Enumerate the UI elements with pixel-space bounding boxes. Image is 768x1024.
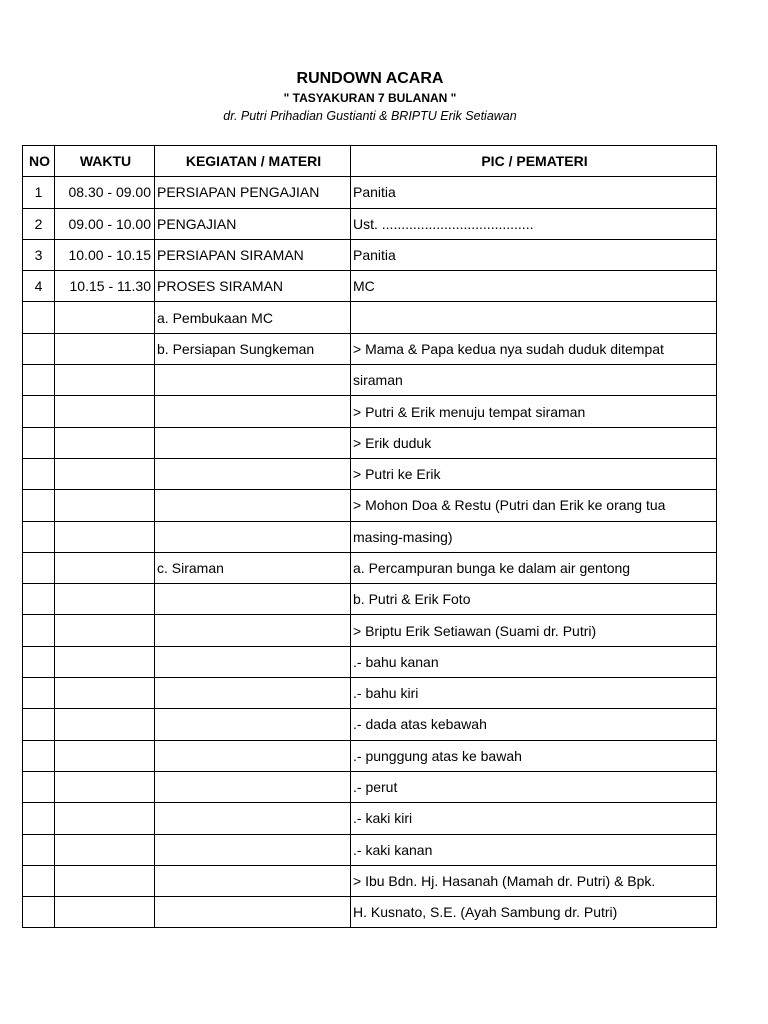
- cell-kegiatan: [155, 396, 351, 427]
- cell-waktu: [55, 427, 155, 458]
- cell-no: [23, 709, 55, 740]
- cell-pic: Panitia: [351, 239, 717, 270]
- cell-no: [23, 865, 55, 896]
- table-row: [23, 771, 717, 802]
- cell-pic: b. Putri & Erik Foto: [351, 584, 717, 615]
- cell-kegiatan: [155, 897, 351, 928]
- cell-waktu: [55, 302, 155, 333]
- cell-kegiatan: [155, 427, 351, 458]
- cell-no: [23, 521, 55, 552]
- cell-kegiatan: [155, 865, 351, 896]
- cell-kegiatan: PERSIAPAN SIRAMAN: [155, 239, 351, 270]
- cell-kegiatan: a. Pembukaan MC: [155, 302, 351, 333]
- cell-waktu: [55, 771, 155, 802]
- cell-no: [23, 584, 55, 615]
- table-row: [23, 865, 717, 896]
- cell-waktu: [55, 865, 155, 896]
- cell-pic: .- bahu kiri: [351, 678, 717, 709]
- cell-waktu: [55, 396, 155, 427]
- cell-pic: MC: [351, 271, 717, 302]
- couple-names: dr. Putri Prihadian Gustianti & BRIPTU Erik Setiawan: [223, 109, 517, 123]
- column-header-waktu: WAKTU: [55, 146, 155, 177]
- cell-kegiatan: [155, 584, 351, 615]
- cell-no: [23, 646, 55, 677]
- cell-waktu: [55, 709, 155, 740]
- cell-kegiatan: [155, 678, 351, 709]
- table-row: [23, 458, 717, 489]
- cell-no: [23, 897, 55, 928]
- cell-waktu: [55, 490, 155, 521]
- cell-kegiatan: [155, 740, 351, 771]
- cell-kegiatan: PENGAJIAN: [155, 208, 351, 239]
- table-row: [23, 834, 717, 865]
- cell-kegiatan: [155, 615, 351, 646]
- cell-waktu: 10.15 - 11.30: [55, 271, 155, 302]
- cell-pic: masing-masing): [351, 521, 717, 552]
- table-row: [23, 521, 717, 552]
- table-row: [23, 365, 717, 396]
- cell-no: 4: [23, 271, 55, 302]
- cell-pic: > Putri & Erik menuju tempat siraman: [351, 396, 717, 427]
- cell-pic: > Erik duduk: [351, 427, 717, 458]
- cell-pic: .- kaki kiri: [351, 803, 717, 834]
- table-row: [23, 271, 717, 302]
- rundown-table: [22, 145, 717, 928]
- cell-pic: Panitia: [351, 177, 717, 208]
- cell-waktu: [55, 803, 155, 834]
- cell-waktu: [55, 646, 155, 677]
- cell-no: 2: [23, 208, 55, 239]
- cell-waktu: [55, 521, 155, 552]
- cell-pic: Ust. .......................................: [351, 208, 717, 239]
- table-row: [23, 552, 717, 583]
- cell-no: [23, 333, 55, 364]
- cell-no: 1: [23, 177, 55, 208]
- table-row: [23, 333, 717, 364]
- cell-kegiatan: [155, 771, 351, 802]
- cell-no: [23, 678, 55, 709]
- table-body: [23, 177, 717, 928]
- cell-waktu: [55, 740, 155, 771]
- document-title: RUNDOWN ACARA: [296, 70, 444, 87]
- cell-kegiatan: [155, 646, 351, 677]
- cell-no: [23, 458, 55, 489]
- cell-pic: > Putri ke Erik: [351, 458, 717, 489]
- cell-waktu: [55, 834, 155, 865]
- table-row: [23, 646, 717, 677]
- cell-waktu: [55, 615, 155, 646]
- cell-no: [23, 552, 55, 583]
- cell-kegiatan: [155, 490, 351, 521]
- table-row: [23, 740, 717, 771]
- table-row: [23, 208, 717, 239]
- cell-pic: .- perut: [351, 771, 717, 802]
- cell-pic: .- punggung atas ke bawah: [351, 740, 717, 771]
- column-header-no: NO: [23, 146, 55, 177]
- cell-waktu: 08.30 - 09.00: [55, 177, 155, 208]
- cell-kegiatan: [155, 803, 351, 834]
- table-row: [23, 427, 717, 458]
- table-row: [23, 803, 717, 834]
- cell-pic: [351, 302, 717, 333]
- column-header-kegiatan: KEGIATAN / MATERI: [155, 146, 351, 177]
- cell-pic: > Briptu Erik Setiawan (Suami dr. Putri): [351, 615, 717, 646]
- cell-pic: > Mohon Doa & Restu (Putri dan Erik ke orang tua: [351, 490, 717, 521]
- document-header: [0, 68, 740, 125]
- table-row: [23, 584, 717, 615]
- table-row: [23, 490, 717, 521]
- cell-pic: > Ibu Bdn. Hj. Hasanah (Mamah dr. Putri) & Bpk.: [351, 865, 717, 896]
- cell-waktu: [55, 333, 155, 364]
- table-row: [23, 678, 717, 709]
- table-header-row: [23, 146, 717, 177]
- cell-no: [23, 396, 55, 427]
- table-row: [23, 177, 717, 208]
- cell-waktu: 09.00 - 10.00: [55, 208, 155, 239]
- table-row: [23, 396, 717, 427]
- cell-waktu: [55, 584, 155, 615]
- table-row: [23, 302, 717, 333]
- table-row: [23, 615, 717, 646]
- cell-no: [23, 615, 55, 646]
- cell-pic: .- bahu kanan: [351, 646, 717, 677]
- cell-kegiatan: [155, 365, 351, 396]
- cell-kegiatan: [155, 458, 351, 489]
- cell-no: [23, 834, 55, 865]
- cell-waktu: [55, 458, 155, 489]
- document-subtitle: " TASYAKURAN 7 BULANAN ": [283, 91, 457, 105]
- cell-kegiatan: PERSIAPAN PENGAJIAN: [155, 177, 351, 208]
- cell-waktu: [55, 365, 155, 396]
- cell-pic: H. Kusnato, S.E. (Ayah Sambung dr. Putri): [351, 897, 717, 928]
- cell-no: 3: [23, 239, 55, 270]
- cell-no: [23, 427, 55, 458]
- cell-no: [23, 771, 55, 802]
- cell-waktu: [55, 678, 155, 709]
- cell-kegiatan: c. Siraman: [155, 552, 351, 583]
- cell-kegiatan: [155, 709, 351, 740]
- cell-no: [23, 490, 55, 521]
- cell-waktu: [55, 897, 155, 928]
- cell-waktu: 10.00 - 10.15: [55, 239, 155, 270]
- cell-no: [23, 803, 55, 834]
- table-row: [23, 897, 717, 928]
- cell-waktu: [55, 552, 155, 583]
- cell-pic: siraman: [351, 365, 717, 396]
- cell-kegiatan: PROSES SIRAMAN: [155, 271, 351, 302]
- cell-no: [23, 740, 55, 771]
- cell-no: [23, 365, 55, 396]
- cell-kegiatan: [155, 834, 351, 865]
- table-row: [23, 709, 717, 740]
- cell-pic: a. Percampuran bunga ke dalam air gentong: [351, 552, 717, 583]
- column-header-pic: PIC / PEMATERI: [351, 146, 717, 177]
- cell-kegiatan: b. Persiapan Sungkeman: [155, 333, 351, 364]
- cell-pic: > Mama & Papa kedua nya sudah duduk ditempat: [351, 333, 717, 364]
- cell-kegiatan: [155, 521, 351, 552]
- cell-no: [23, 302, 55, 333]
- cell-pic: .- dada atas kebawah: [351, 709, 717, 740]
- cell-pic: .- kaki kanan: [351, 834, 717, 865]
- table-row: [23, 239, 717, 270]
